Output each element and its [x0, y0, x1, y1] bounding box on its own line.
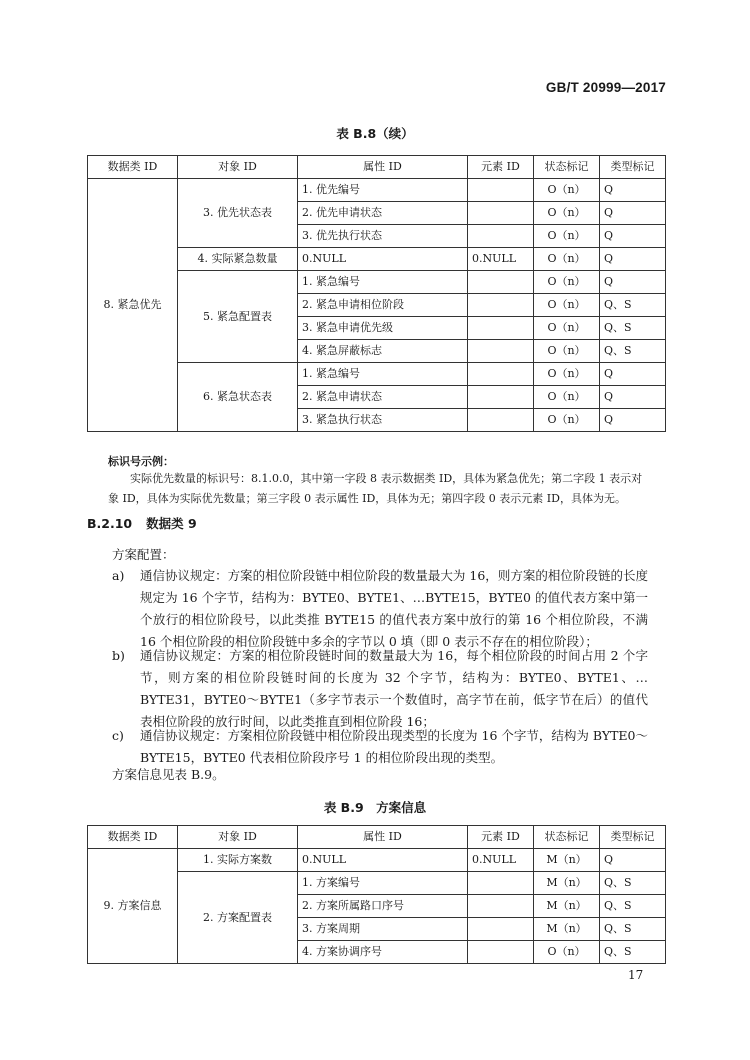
type-cell: Q: [600, 225, 666, 248]
data-class-cell: 8. 紧急优先: [88, 179, 178, 432]
element-cell: [468, 179, 534, 202]
state-cell: O（n）: [534, 271, 600, 294]
state-cell: M（n）: [534, 872, 600, 895]
attribute-cell: 2. 紧急申请状态: [298, 386, 468, 409]
table-b9-caption: 表 B.9 方案信息: [323, 800, 427, 815]
attribute-cell: 1. 紧急编号: [298, 271, 468, 294]
list-item-label: a): [112, 568, 125, 583]
attribute-cell: 0.NULL: [298, 248, 468, 271]
type-cell: Q: [600, 386, 666, 409]
intro-paragraph: 方案配置：: [112, 547, 175, 562]
element-cell: [468, 872, 534, 895]
element-cell: [468, 918, 534, 941]
element-cell: [468, 340, 534, 363]
type-cell: Q: [600, 271, 666, 294]
table-row: [88, 849, 666, 872]
column-header: 状态标记: [534, 826, 600, 849]
state-cell: M（n）: [534, 895, 600, 918]
attribute-cell: 4. 紧急屏蔽标志: [298, 340, 468, 363]
type-cell: Q、S: [600, 317, 666, 340]
list-item-b: [112, 645, 648, 733]
object-cell: 4. 实际紧急数量: [178, 248, 298, 271]
state-cell: O（n）: [534, 317, 600, 340]
attribute-cell: 3. 方案周期: [298, 918, 468, 941]
list-item-text: 通信协议规定：方案的相位阶段链中相位阶段的数量最大为 16，则方案的相位阶段链的长度规定为 16 个字节，结构为：BYTE0、BYTE1、…BYTE15，BYTE0 的值代表方案中第一个放行的相位阶段号，以此类推 BYTE15 的值代表方案中放行的第 16 个相位阶段，不满 16 个相位阶段的相位阶段链中多余的字节以 0 填（即 0 表示不存在的相位阶段）；: [140, 568, 648, 649]
column-header: 元素 ID: [468, 156, 534, 179]
type-cell: Q、S: [600, 941, 666, 964]
attribute-cell: 3. 紧急执行状态: [298, 409, 468, 432]
column-header: 对象 ID: [178, 156, 298, 179]
example-title: 标识号示例：: [108, 455, 174, 468]
section-number: B.2.10: [87, 516, 133, 531]
section-heading: [87, 514, 211, 532]
object-cell: 6. 紧急状态表: [178, 363, 298, 432]
attribute-cell: 1. 紧急编号: [298, 363, 468, 386]
type-cell: Q: [600, 409, 666, 432]
element-cell: [468, 294, 534, 317]
element-cell: [468, 363, 534, 386]
element-cell: [468, 225, 534, 248]
attribute-cell: 4. 方案协调序号: [298, 941, 468, 964]
attribute-cell: 1. 方案编号: [298, 872, 468, 895]
state-cell: O（n）: [534, 363, 600, 386]
attribute-cell: 2. 紧急申请相位阶段: [298, 294, 468, 317]
data-class-cell: 9. 方案信息: [88, 849, 178, 964]
list-item-c: [112, 725, 648, 769]
attribute-cell: 2. 方案所属路口序号: [298, 895, 468, 918]
section-title: 数据类 9: [146, 516, 197, 531]
column-header: 数据类 ID: [88, 826, 178, 849]
type-cell: Q: [600, 179, 666, 202]
column-header: 数据类 ID: [88, 156, 178, 179]
type-cell: Q、S: [600, 294, 666, 317]
column-header: 属性 ID: [298, 826, 468, 849]
list-item-text: 通信协议规定：方案相位阶段链中相位阶段出现类型的长度为 16 个字节，结构为 BYTE0～BYTE15，BYTE0 代表相位阶段序号 1 的相位阶段出现的类型。: [140, 728, 648, 765]
table-b9: [87, 825, 666, 964]
outro-paragraph: 方案信息见表 B.9。: [112, 767, 225, 782]
column-header: 对象 ID: [178, 826, 298, 849]
element-cell: 0.NULL: [468, 248, 534, 271]
element-cell: [468, 271, 534, 294]
state-cell: O（n）: [534, 409, 600, 432]
element-cell: [468, 317, 534, 340]
object-cell: 5. 紧急配置表: [178, 271, 298, 363]
column-header: 元素 ID: [468, 826, 534, 849]
attribute-cell: 3. 优先执行状态: [298, 225, 468, 248]
type-cell: Q: [600, 248, 666, 271]
element-cell: [468, 202, 534, 225]
state-cell: O（n）: [534, 179, 600, 202]
state-cell: M（n）: [534, 849, 600, 872]
state-cell: O（n）: [534, 248, 600, 271]
state-cell: M（n）: [534, 918, 600, 941]
element-cell: 0.NULL: [468, 849, 534, 872]
column-header: 属性 ID: [298, 156, 468, 179]
type-cell: Q: [600, 849, 666, 872]
attribute-cell: 1. 优先编号: [298, 179, 468, 202]
attribute-cell: 0.NULL: [298, 849, 468, 872]
page-number: 17: [628, 968, 644, 982]
state-cell: O（n）: [534, 202, 600, 225]
state-cell: O（n）: [534, 294, 600, 317]
state-cell: O（n）: [534, 386, 600, 409]
element-cell: [468, 409, 534, 432]
element-cell: [468, 386, 534, 409]
column-header: 类型标记: [600, 826, 666, 849]
table-row: [88, 179, 666, 202]
standard-number: GB/T 20999—2017: [545, 80, 666, 95]
type-cell: Q、S: [600, 918, 666, 941]
element-cell: [468, 941, 534, 964]
object-cell: 1. 实际方案数: [178, 849, 298, 872]
list-item-label: c): [112, 728, 124, 743]
column-header: 类型标记: [600, 156, 666, 179]
attribute-cell: 3. 紧急申请优先级: [298, 317, 468, 340]
object-cell: 2. 方案配置表: [178, 872, 298, 964]
example-text: 实际优先数量的标识号：8.1.0.0，其中第一字段 8 表示数据类 ID，具体为紧急优先；第二字段 1 表示对象 ID，具体为实际优先数量；第三字段 0 表示属性 ID，具体为无；第四字段 0 表示元素 ID，具体为无。: [108, 472, 643, 505]
list-item-a: [112, 565, 648, 653]
attribute-cell: 2. 优先申请状态: [298, 202, 468, 225]
state-cell: O（n）: [534, 941, 600, 964]
table-b8-caption: 表 B.8（续）: [336, 126, 414, 141]
table-b8: [87, 155, 666, 432]
type-cell: Q: [600, 202, 666, 225]
column-header: 状态标记: [534, 156, 600, 179]
state-cell: O（n）: [534, 340, 600, 363]
list-item-label: b): [112, 648, 125, 663]
object-cell: 3. 优先状态表: [178, 179, 298, 248]
type-cell: Q、S: [600, 340, 666, 363]
state-cell: O（n）: [534, 225, 600, 248]
element-cell: [468, 895, 534, 918]
list-item-text: 通信协议规定：方案的相位阶段链时间的数量最大为 16，每个相位阶段的时间占用 2 个字节，则方案的相位阶段链时间的长度为 32 个字节，结构为：BYTE0、BYTE1、…BYTE31，BYTE0～BYTE1（多字节表示一个数值时，高字节在前，低字节在后）的值代表相位阶段的放行时间，以此类推直到相位阶段 16；: [140, 648, 648, 729]
type-cell: Q: [600, 363, 666, 386]
type-cell: Q、S: [600, 872, 666, 895]
type-cell: Q、S: [600, 895, 666, 918]
